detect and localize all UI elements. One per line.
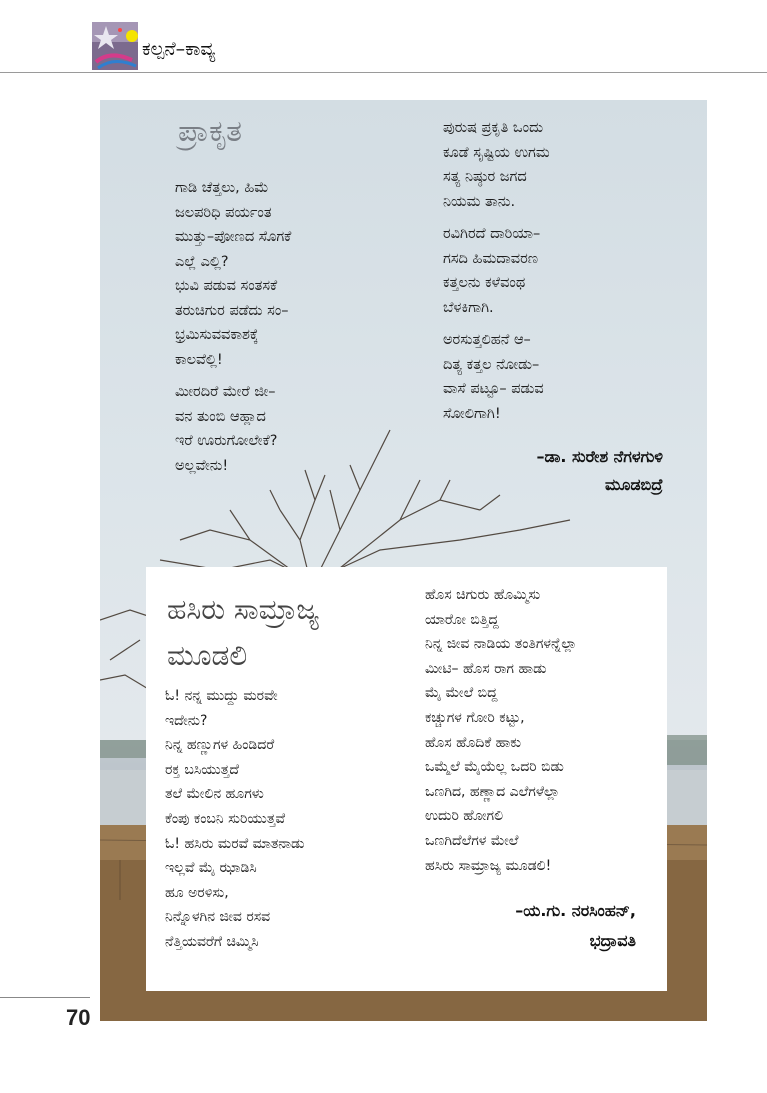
header-divider [0, 72, 767, 73]
poem-line: ನೆತ್ತಿಯವರೆಗೆ ಚಿಮ್ಮಿಸಿ [165, 933, 259, 950]
poem1-author: –ಡಾ. ಸುರೇಶ ನೆಗಳಗುಳಿ [536, 447, 663, 466]
poem2-right-column [425, 583, 577, 878]
poem-line: ಓ! ಹಸಿರು ಮರವೆ ಮಾತನಾಡು [165, 835, 305, 852]
poem1-stanza [175, 176, 291, 372]
poem-line: ಒಮ್ಮೆಲೆ ಮೈಯೆಲ್ಲ ಒದರಿ ಬಿಡು [425, 759, 564, 776]
poem-line: ಗಾಡಿ ಚೆತ್ತಲು, ಹಿಮೆ [175, 180, 269, 196]
poem-line: ಎಲ್ಲೆ ಎಲ್ಲಿ? [175, 253, 229, 270]
poem-line: ಕಾಲವೆಲ್ಲಿ! [175, 351, 223, 368]
poem-line: ಯಾರೋ ಬಿತ್ತಿದ್ದ [425, 611, 499, 628]
poem-line: ಅರಸುತ್ತಲಿಹನೆ ಆ– [443, 332, 531, 348]
poem2-title-line: ಮೂಡಲಿ [167, 639, 248, 672]
poem-line: ಹಸಿರು ಸಾಮ್ರಾಜ್ಯ ಮೂಡಲಿ! [425, 857, 552, 874]
poem-line: ಮೀಟಿ– ಹೊಸ ರಾಗ ಹಾಡು [425, 660, 547, 677]
poem-line: ಇಲ್ಲವೆ ಮೈ ಝಾಡಿಸಿ [165, 860, 257, 877]
poem-line: ಒಣಗಿದೆಲೆಗಳ ಮೇಲೆ [425, 832, 519, 849]
poem-line: ಇರೆ ಊರುಗೋಲೇಕೆ? [175, 433, 278, 449]
poem2-author: –ಯ.ಗು. ನರಸಿಂಹನ್, [515, 901, 636, 920]
poem-line: ಮೀರದಿರೆ ಮೇರೆ ಜೀ– [175, 384, 276, 400]
poem-line: ನಿಯಮ ತಾನು. [443, 193, 516, 210]
poem-line: ಭುವಿ ಪಡುವ ಸಂತಸಕೆ [175, 278, 278, 294]
poem-line: ಮುತ್ತು–ಪೋಣದ ಸೊಗಕೆ [175, 229, 292, 245]
star-magazine-logo-icon [92, 22, 138, 70]
poem-line: ಭ್ರಮಿಸುವವಕಾಶಕ್ಕೆ [175, 327, 259, 343]
footer-divider [0, 997, 90, 998]
poem-line: ಸತ್ಯ ನಿಷ್ಠುರ ಜಗದ [443, 169, 527, 185]
poem1-byline [537, 443, 663, 499]
poem-line: ವಾಸೆ ಪಟ್ಟೂ– ಪಡುವ [443, 381, 544, 397]
poem-line: ಹೊಸ ಚಿಗುರು ಹೊಮ್ಮಿಸು [425, 587, 541, 603]
poem-line: ವನ ತುಂಬಿ ಆಹ್ಲಾದ [175, 408, 266, 425]
poem-line: ಒಣಗಿದ, ಹಣ್ಣಾದ ಎಲೆಗಳೆಲ್ಲಾ [425, 783, 560, 800]
poem-line: ನಿನ್ನ ಹಣ್ಣುಗಳ ಹಿಂಡಿದರೆ [165, 737, 275, 754]
poem-line: ಹೊಸ ಹೊದಿಕೆ ಹಾಕು [425, 734, 522, 751]
poem1-stanza [175, 380, 291, 478]
poem-line: ಉದುರಿ ಹೋಗಲಿ [425, 808, 504, 825]
page-number: 70 [66, 1005, 91, 1030]
poem-line: ನಿನ್ನೊಳಗಿನ ಜೀವ ರಸವ [165, 909, 271, 926]
poem2-left-column [165, 684, 304, 955]
poem-line: ಓ! ನನ್ನ ಮುದ್ದು ಮರವೇ [165, 688, 278, 704]
poem-line: ತಲೆ ಮೇಲಿನ ಹೂಗಳು [165, 786, 264, 803]
poem-line: ಅಲ್ಲವೇನು! [175, 457, 229, 474]
poem-line: ಕತ್ತಲನು ಕಳೆವಂಥ [443, 275, 526, 291]
poem-line: ಗಸದಿ ಹಿಮದಾವರಣ [443, 250, 539, 267]
poem-line: ಮೈ ಮೇಲೆ ಬಿದ್ದ [425, 685, 498, 702]
poem-line: ತರುಚಿಗುರ ಪಡೆದು ಸಂ– [175, 302, 289, 319]
poem1-left-column [175, 176, 291, 486]
poem1-stanza [443, 328, 550, 426]
poem2-place: ಭದ್ರಾವತಿ [589, 931, 636, 950]
poem1-stanza [443, 222, 550, 320]
poem1-right-column [443, 116, 550, 434]
poem-line: ಜಲಪರಿಧಿ ಪರ್ಯಂತ [175, 204, 272, 221]
poem1-title: ಪ್ರಾಕೃತ [178, 114, 243, 149]
poem-line: ಸೋಲಿಗಾಗಿ! [443, 405, 501, 422]
poem-line: ಪುರುಷ ಪ್ರಕೃತಿ ಒಂದು [443, 120, 544, 136]
poem1-place: ಮೂಡಬಿದ್ರೆ [604, 475, 663, 494]
poem2-title-line: ಹಸಿರು ಸಾಮ್ರಾಜ್ಯ [167, 593, 320, 626]
poem1-stanza [443, 116, 550, 214]
poem-line: ರಕ್ತ ಬಸಿಯುತ್ತದೆ [165, 761, 239, 778]
poem-line: ನಿನ್ನ ಜೀವ ನಾಡಿಯ ತಂತಿಗಳನ್ನೆಲ್ಲಾ [425, 636, 577, 653]
poem-line: ದಿತ್ಯ ಕತ್ತಲ ನೋಡು– [443, 356, 540, 373]
poem2-byline [515, 896, 636, 956]
section-title: ಕಲ್ಪನೆ–ಕಾವ್ಯ [142, 38, 216, 60]
poem-line: ಕಚ್ಚುಗಳ ಗೋರಿ ಕಟ್ಟು, [425, 709, 525, 726]
poem-line: ಕೂಡೆ ಸೃಷ್ಟಿಯ ಉಗಮ [443, 144, 550, 161]
poem-line: ಕೆಂಪು ಕಂಬನಿ ಸುರಿಯುತ್ತವೆ [165, 810, 286, 827]
poem-line: ರವಿಗಿರದೆ ದಾರಿಯಾ– [443, 226, 541, 242]
poem-line: ಇದೇನು? [165, 712, 208, 729]
poem-line: ಹೂ ಅರಳಿಸು, [165, 884, 229, 901]
poem-line: ಬೆಳಕಿಗಾಗಿ. [443, 299, 494, 316]
poem2-title [167, 587, 319, 679]
